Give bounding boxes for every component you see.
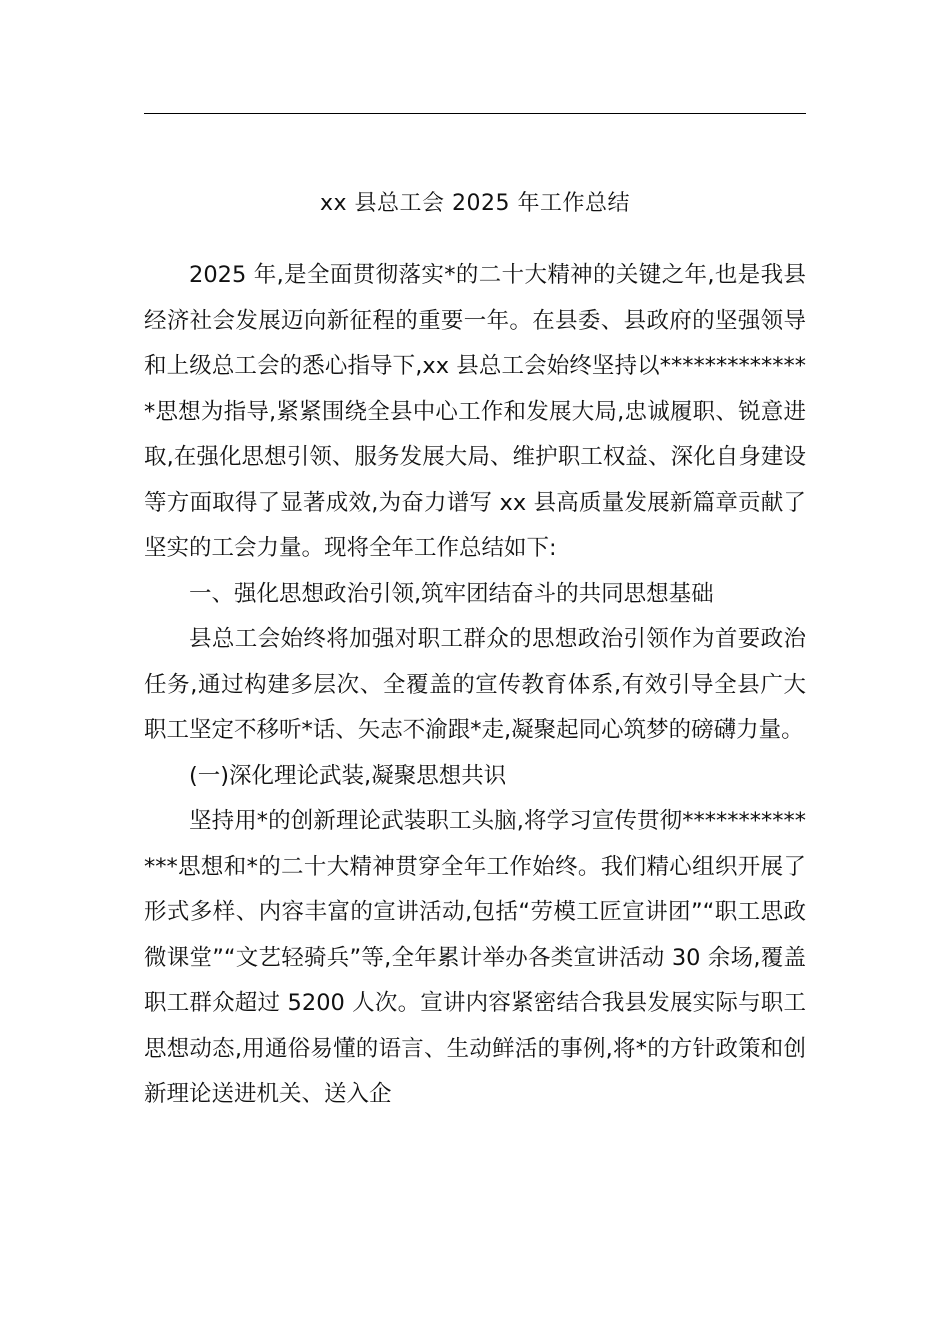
document-body [144,253,806,1118]
document-title: xx 县总工会 2025 年工作总结 [319,191,630,216]
subsection-heading-1: (一)深化理论武装,凝聚思想共识 [189,762,507,789]
section-1-paragraph: 县总工会始终将加强对职工群众的思想政治引领作为首要政治任务,通过构建多层次、全覆盖的宣传教育体系,有效引导全县广大职工坚定不移听*话、矢志不渝跟*走,凝聚起同心筑梦的磅礴力量。 [144,626,806,743]
intro-paragraph: 2025 年,是全面贯彻落实*的二十大精神的关键之年,也是我县经济社会发展迈向新征程的重要一年。在县委、县政府的坚强领导和上级总工会的悉心指导下,xx 县总工会始终坚持以**************思想为指导,紧紧围绕全县中心工作和发展大局,忠诚履职、锐意进取,在强化思想引领、服务发展大局、维护职工权益、深化自身建设等方面取得了显著成效,为奋力谱写 xx 县高质量发展新篇章贡献了坚实的工会力量。现将全年工作总结如下: [144,262,806,561]
header-rule [144,113,806,114]
section-heading-1: 一、强化思想政治引领,筑牢团结奋斗的共同思想基础 [189,580,714,607]
subsection-1-paragraph: 坚持用*的创新理论武装职工头脑,将学习宣传贯彻**************思想和*的二十大精神贯穿全年工作始终。我们精心组织开展了形式多样、内容丰富的宣讲活动,包括“劳模工匠宣讲团”“职工思政微课堂”“文艺轻骑兵”等,全年累计举办各类宣讲活动 30 余场,覆盖职工群众超过 5200 人次。宣讲内容紧密结合我县发展实际与职工思想动态,用通俗易懂的语言、生动鲜活的事例,将*的方针政策和创新理论送进机关、送入企 [144,808,806,1107]
